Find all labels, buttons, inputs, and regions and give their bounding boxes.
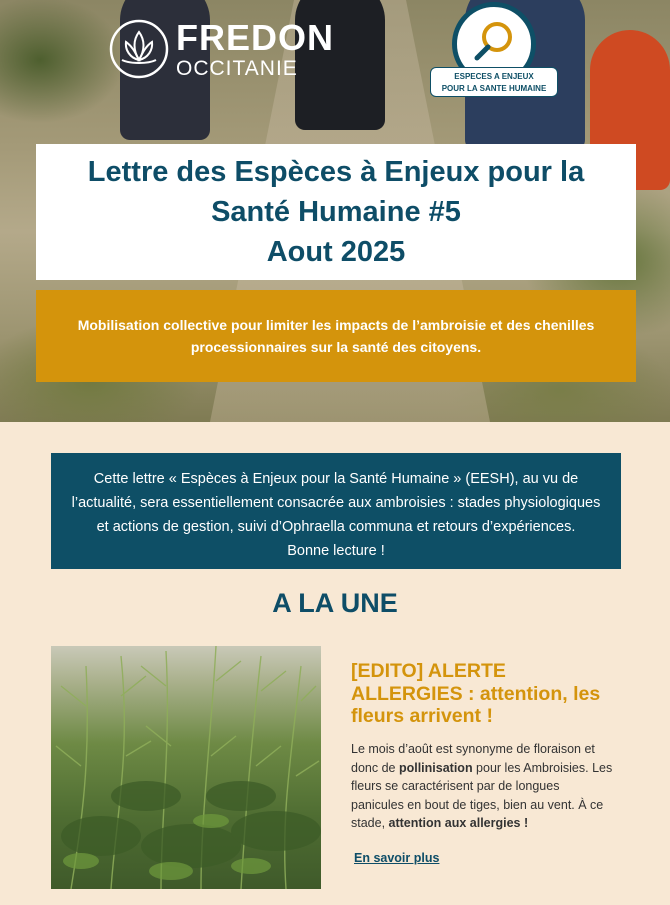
brand-name: FREDON <box>176 16 334 58</box>
eesh-badge-logo[interactable] <box>430 2 558 97</box>
intro-line: et actions de gestion, suivi d’Ophraella communa et retours d’expériences. <box>96 519 576 535</box>
section-title: A LA UNE <box>272 588 398 618</box>
brand-region: OCCITANIE <box>176 56 298 80</box>
article-title-line: [EDITO] ALERTE <box>351 660 506 682</box>
intro-line: Cette lettre « Espèces à Enjeux pour la Santé Humaine » (EESH), au vu de <box>93 471 579 487</box>
body-bold: pollinisation <box>398 760 473 775</box>
body-bold: attention aux allergies ! <box>388 816 529 831</box>
body-line <box>351 814 621 833</box>
article-title[interactable] <box>351 660 621 728</box>
subtitle-line: processionnaires sur la santé des citoyens. <box>190 339 482 355</box>
body-line: panicules en bout de tiges, bien au vent. À ce <box>351 797 604 812</box>
article-title-line: ALLERGIES : attention, les <box>351 682 601 705</box>
newsletter-title <box>36 144 636 280</box>
fredon-logo[interactable] <box>108 18 334 80</box>
newsletter-subtitle <box>36 290 636 382</box>
body-text: pour les Ambroisies. Les <box>472 760 613 775</box>
body-line: fleurs se caractérisent par de longues <box>351 779 560 794</box>
title-line: Aout 2025 <box>266 236 406 268</box>
read-more-link[interactable]: En savoir plus <box>354 851 440 865</box>
ragweed-plant-image <box>51 646 321 889</box>
lotus-logo-icon <box>108 18 170 80</box>
intro-line: l’actualité, sera essentiellement consacrée aux ambroisies : stades physiologiques <box>71 495 601 511</box>
body-text: stade, <box>351 816 389 831</box>
body-line: Le mois d’août est synonyme de floraison et <box>351 742 595 756</box>
badge-line: ESPECES A ENJEUX <box>454 72 534 81</box>
title-line: Santé Humaine #5 <box>211 196 461 228</box>
article-body <box>351 740 621 833</box>
subtitle-line: Mobilisation collective pour limiter les impacts de l’ambroisie et des chenilles <box>77 317 595 333</box>
intro-box <box>51 453 621 569</box>
article-title-line: fleurs arrivent ! <box>351 705 493 727</box>
title-line: Lettre des Espèces à Enjeux pour la <box>87 156 585 188</box>
badge-line: POUR LA SANTE HUMAINE <box>441 84 547 93</box>
badge-label <box>430 67 558 97</box>
body-line <box>351 759 621 778</box>
hero-banner <box>0 0 670 422</box>
body-text: donc de <box>351 760 399 775</box>
article-image[interactable] <box>51 646 321 889</box>
intro-line: Bonne lecture ! <box>287 543 385 559</box>
